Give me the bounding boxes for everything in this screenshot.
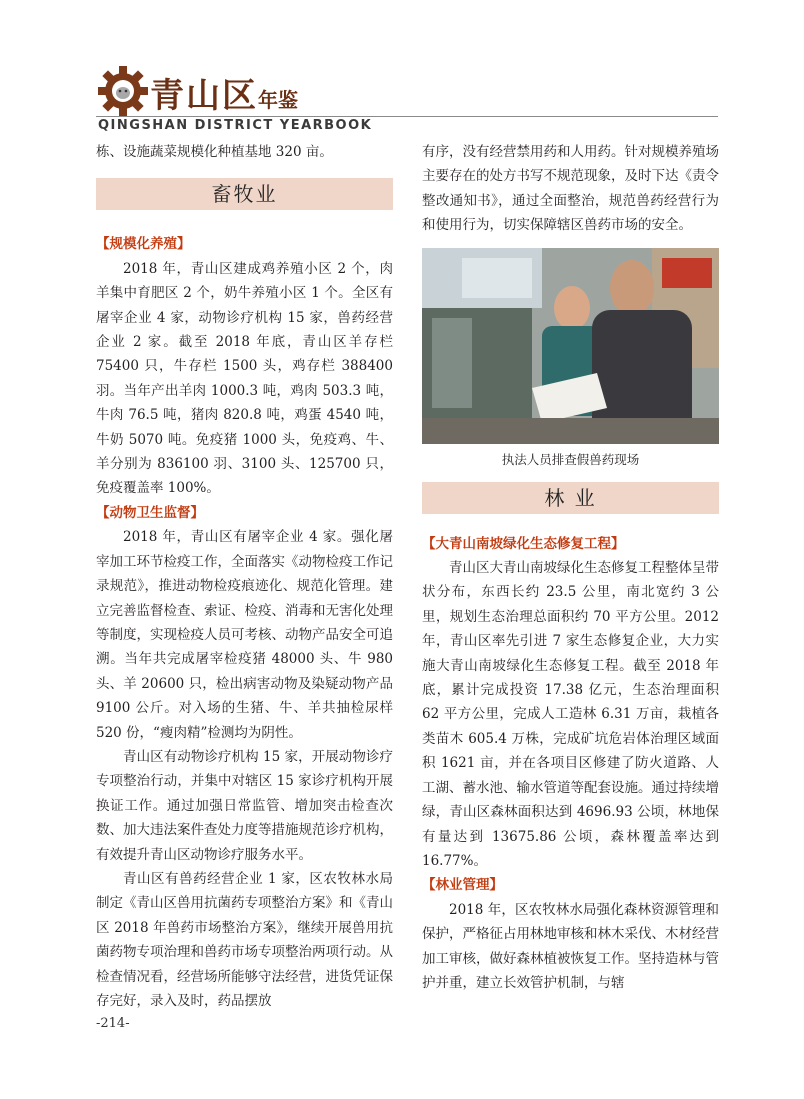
paragraph: 有序，没有经营禁用药和人用药。针对规模养殖场主要存在的处方书写不规范现象，及时下达《责令整改通知书》，通过全面整治，规范兽药经营行为和使用行为，切实保障辖区兽药市场的安全。: [422, 144, 719, 234]
section-title-livestock: 畜牧业: [96, 178, 393, 210]
page-number: -214-: [96, 1016, 130, 1031]
right-column: [422, 140, 719, 995]
paragraph: 青山区大青山南坡绿化生态修复工程整体呈带状分布，东西长约 23.5 公里，南北宽约 3 公里，规划生态治理总面积约 70 平方公里。2012 年，青山区率先引进 7 家生态修复企业，大力实施大青山南坡绿化生态修复工程。截至 2018 年底，累计完成投资 17.38 亿元，生态治理面积 62 平方公里，完成人工造林 6.31 万亩，栽植各类苗木 605.4 万株，完成矿坑危岩体治理区域面积 1621 亩，并在各项目区修建了防火道路、人工湖、蓄水池、输水管道等配套设施。通过持续增绿，青山区森林面积达到 4696.93 公顷，林地保有量达到 13675.86 公顷，森林覆盖率达到 16.77%。: [422, 560, 719, 869]
paragraph: 2018 年，青山区建成鸡养殖小区 2 个，肉羊集中育肥区 2 个，奶牛养殖小区 1 个。全区有屠宰企业 4 家，动物诊疗机构 15 家，兽药经营企业 2 家。截至 2018 年底，青山区羊存栏 75400 只，牛存栏 1500 头，鸡存栏 388400 羽。当年产出羊肉 1000.3 吨，鸡肉 503.3 吨，牛肉 76.5 吨，猪肉 820.8 吨，鸡蛋 4540 吨，牛奶 5070 吨。免疫猪 1000 头，免疫鸡、牛、羊分别为 836100 羽、3100 头、125700 只，免疫覆盖率 100%。: [96, 260, 393, 497]
intro-text: 栋、设施蔬菜规模化种植基地 320 亩。: [96, 144, 333, 160]
paragraph: 2018 年，青山区有屠宰企业 4 家。强化屠宰加工环节检疫工作，全面落实《动物检疫工作记录规范》，推进动物检疫痕迹化、规范化管理。建立完善监督检查、索证、检疫、消毒和无害化处理等制度，实现检疫人员可考核、动物产品安全可追溯。当年共完成屠宰检疫猪 48000 头、牛 980 头、羊 20600 只，检出病害动物及染疑动物产品 9100 公斤。对入场的生猪、牛、羊共抽检尿样 520 份，“瘦肉精”检测均为阴性。: [96, 529, 393, 741]
photo-caption: 执法人员排查假兽药现场: [501, 451, 640, 467]
english-title: QINGSHAN DISTRICT YEARBOOK: [98, 118, 373, 133]
left-column: [96, 140, 393, 1013]
subhead-animal-health: 【动物卫生监督】: [96, 504, 204, 521]
paragraph: 2018 年，区农牧林水局强化森林资源管理和保护，严格征占用林地审核和林木采伐、木材经营加工审核，做好森林植被恢复工作。坚持造林与管护并重，建立长效管护机制，与辖: [422, 901, 719, 991]
header-divider: [96, 116, 718, 117]
subhead-forestry-management: 【林业管理】: [422, 877, 503, 894]
inspection-photo: [422, 248, 719, 444]
subhead-ecological-restoration: 【大青山南坡绿化生态修复工程】: [422, 535, 625, 552]
page-header: [0, 0, 804, 140]
yearbook-logo-title: 青山区年鉴: [150, 76, 298, 116]
paragraph: 青山区有兽药经营企业 1 家，区农牧林水局制定《青山区兽用抗菌药专项整治方案》和《青山区 2018 年兽药市场整治方案》，继续开展兽用抗菌药物专项治理和兽药市场专项整治两项行动。从检查情况看，经营场所能够守法经营，进货凭证保存完好，录入及时，药品摆放: [96, 870, 393, 1009]
gear-sheep-logo-icon: [96, 64, 150, 118]
subhead-scale-breeding: 【规模化养殖】: [96, 236, 191, 253]
paragraph: 青山区有动物诊疗机构 15 家，开展动物诊疗专项整治行动，并集中对辖区 15 家诊疗机构开展换证工作。通过加强日常监管、增加突击检查次数、加大违法案件查处力度等措施规范诊疗机构，有效提升青山区动物诊疗服务水平。: [96, 748, 393, 863]
section-title-forestry: 林 业: [422, 482, 719, 514]
